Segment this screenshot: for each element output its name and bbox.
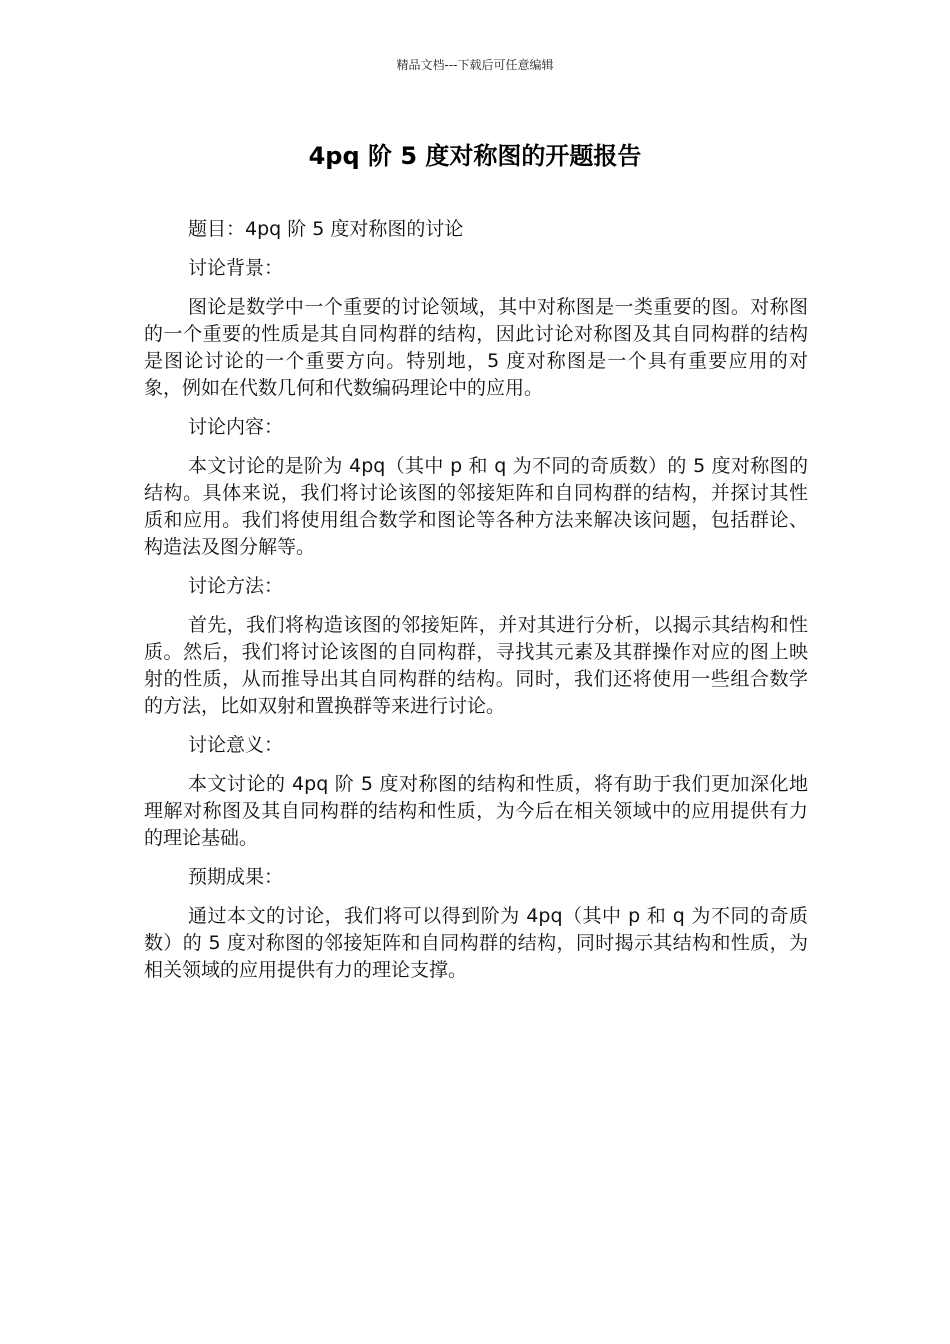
section-text-significance: 本文讨论的 4pq 阶 5 度对称图的结构和性质，将有助于我们更加深化地理解对称图及其自同构群的结构和性质，为今后在相关领域中的应用提供有力的理论基础。	[144, 773, 808, 849]
section-text-method: 首先，我们将构造该图的邻接矩阵，并对其进行分析，以揭示其结构和性质。然后，我们将讨论该图的自同构群，寻找其元素及其群操作对应的图上映射的性质，从而推导出其自同构群的结构。同时，我们还将使用一些组合数学的方法，比如双射和置换群等来进行讨论。	[144, 614, 808, 717]
section-text-content: 本文讨论的是阶为 4pq（其中 p 和 q 为不同的奇质数）的 5 度对称图的结构。具体来说，我们将讨论该图的邻接矩阵和自同构群的结构，并探讨其性质和应用。我们将使用组合数学和图论等各种方法来解决该问题，包括群论、构造法及图分解等。	[144, 455, 808, 558]
header-note: 精品文档---下载后可任意编辑	[396, 58, 554, 72]
document-title: 4pq 阶 5 度对称图的开题报告	[308, 142, 642, 170]
section-heading-significance: 讨论意义：	[188, 734, 284, 756]
section-heading-expected-results: 预期成果：	[188, 866, 284, 888]
section-heading-method: 讨论方法：	[188, 575, 284, 597]
document-body	[144, 216, 808, 996]
section-text-expected-results: 通过本文的讨论，我们将可以得到阶为 4pq（其中 p 和 q 为不同的奇质数）的 5 度对称图的邻接矩阵和自同构群的结构，同时揭示其结构和性质，为相关领域的应用提供有力的理论支撑。	[144, 905, 808, 981]
section-heading-content: 讨论内容：	[188, 416, 284, 438]
section-heading-background: 讨论背景：	[188, 257, 284, 279]
section-text-background: 图论是数学中一个重要的讨论领域，其中对称图是一类重要的图。对称图的一个重要的性质是其自同构群的结构，因此讨论对称图及其自同构群的结构是图论讨论的一个重要方向。特别地，5 度对称图是一个具有重要应用的对象，例如在代数几何和代数编码理论中的应用。	[144, 296, 808, 399]
topic-line: 题目：4pq 阶 5 度对称图的讨论	[188, 218, 464, 240]
